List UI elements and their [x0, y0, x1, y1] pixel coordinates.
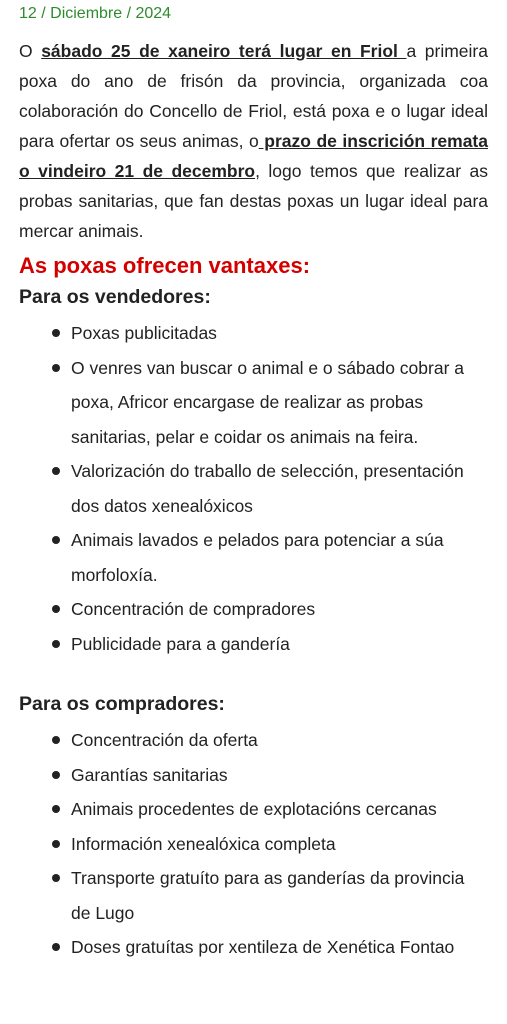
bullet-icon [52, 736, 60, 744]
bullet-icon [52, 364, 60, 372]
list-item [52, 316, 488, 351]
bullet-icon [52, 640, 60, 648]
list-item-text: Poxas publicitadas [71, 323, 217, 343]
sellers-list [19, 316, 488, 661]
bullet-icon [52, 805, 60, 813]
bullet-icon [52, 943, 60, 951]
intro-paragraph [19, 36, 488, 246]
list-item [52, 723, 488, 758]
list-item [52, 454, 488, 523]
bullet-icon [52, 605, 60, 613]
bullet-icon [52, 467, 60, 475]
bullet-icon [52, 840, 60, 848]
list-item [52, 792, 488, 827]
list-item [52, 930, 488, 965]
list-item-text: O venres van buscar o animal e o sábado cobrar a poxa, Africor encargase de realizar as probas sanitarias, pelar e coidar os animais na feira. [71, 357, 464, 447]
list-item [52, 861, 488, 930]
list-item [52, 523, 488, 592]
list-item-text: Animais procedentes de explotacións cercanas [71, 799, 437, 819]
list-item-text: Doses gratuítas por xentileza de Xenética Fontao [71, 937, 455, 957]
list-item [52, 758, 488, 793]
bullet-icon [52, 874, 60, 882]
intro-bold-deadline: prazo de inscrición remata o vindeiro 21 de decembro [19, 131, 488, 181]
list-item-text: Transporte gratuíto para as ganderías da provincia de Lugo [71, 868, 465, 923]
bullet-icon [52, 771, 60, 779]
sellers-heading: Para os vendedores: [19, 286, 211, 308]
list-item-text: Valorización do traballo de selección, presentación dos datos xenealóxicos [71, 461, 464, 516]
list-item [52, 627, 488, 662]
list-item-text: Garantías sanitarias [71, 764, 228, 785]
bullet-icon [52, 536, 60, 544]
post-date: 12 / Diciembre / 2024 [19, 5, 172, 22]
buyers-list [19, 723, 488, 965]
list-item [52, 827, 488, 862]
list-item [52, 351, 488, 455]
list-item-text: Concentración de compradores [71, 599, 316, 619]
bullet-icon [52, 329, 60, 337]
advantages-heading: As poxas ofrecen vantaxes: [19, 253, 311, 278]
intro-text-2: a primeira poxa do ano de frisón da provincia, organizada coa colaboración do Concello de Friol, está poxa e o lugar ideal para ofertar os seus animas, o [19, 41, 488, 151]
list-item-text: Concentración da oferta [71, 730, 258, 750]
list-item-text: Animais lavados e pelados para potenciar a súa morfoloxía. [71, 530, 444, 585]
buyers-heading: Para os compradores: [19, 693, 225, 715]
intro-text-1: O [19, 41, 42, 61]
list-item [52, 592, 488, 627]
intro-bold-event: sábado 25 de xaneiro terá lugar en Friol [41, 41, 407, 61]
list-item-text: Información xenealóxica completa [71, 833, 336, 854]
intro-text-3: , logo temos que realizar as probas sanitarias, que fan destas poxas un lugar ideal para mercar animais. [19, 161, 489, 241]
list-item-text: Publicidade para a gandería [71, 633, 290, 654]
